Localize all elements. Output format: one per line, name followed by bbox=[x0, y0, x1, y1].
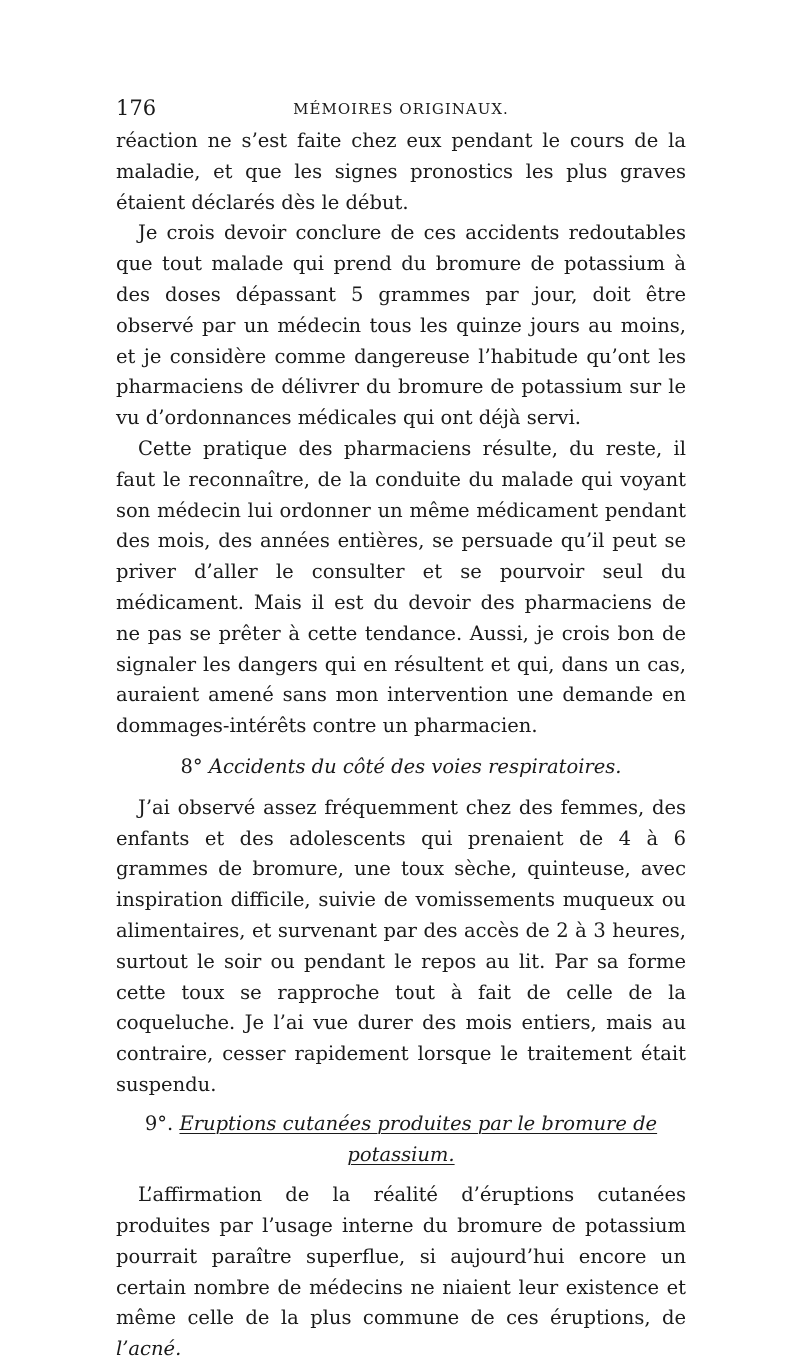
section-9-number: 9°. bbox=[144, 1111, 174, 1135]
section-9-paragraph bbox=[116, 1180, 686, 1365]
paragraph-continuation: réaction ne s’est faite chez eux pendant le cours de la maladie, et que les signes pronostics les plus graves étaient déclarés dès le début. bbox=[116, 129, 686, 214]
section-8-paragraph: J’ai observé assez fréquemment chez des femmes, des enfants et des adolescents qui prenaient de 4 à 6 grammes de bromure, une toux sèche, quinteuse, avec inspiration difficile, suivie de vomissements muqueux ou alimentaires, et survenant par des accès de 2 à 3 heures, surtout le soir ou pendant le repos au lit. Par sa forme cette toux se rapproche tout à fait de celle de la coqueluche. Je l’ai vue durer des mois entiers, mais au contraire, cesser rapidement lorsque le traitement était suspendu. bbox=[116, 795, 686, 1096]
book-page bbox=[116, 96, 686, 1365]
section-8-number: 8° bbox=[180, 754, 203, 778]
page-number: 176 bbox=[116, 96, 157, 120]
section-9-heading bbox=[116, 1109, 686, 1171]
section-8-heading bbox=[116, 752, 686, 783]
section-8-title: Accidents du côté des voies respiratoires. bbox=[208, 754, 622, 778]
paragraph-conclusion: Je crois devoir conclure de ces accidents redoutables que tout malade qui prend du bromure de potassium à des doses dépassant 5 grammes par jour, doit être observé par un médecin tous les quinze jours au moins, et je considère comme dangereuse l’habitude qu’ont les pharmaciens de délivrer du bromure de potassium sur le vu d’ordonnances médicales qui ont déjà servi. bbox=[116, 221, 686, 430]
paragraph-pharmacists: Cette pratique des pharmaciens résulte, du reste, il faut le reconnaître, de la conduite du malade qui voyant son médecin lui ordonner un même médicament pendant des mois, des années entières, se persuade qu’il peut se priver d’aller le consulter et se pourvoir seul du médicament. Mais il est du devoir des pharmaciens de ne pas se prêter à cette tendance. Aussi, je crois bon de signaler les dangers qui en résultent et qui, dans un cas, auraient amené sans mon intervention une demande en dommages-intérêts contre un pharmacien. bbox=[116, 436, 686, 738]
section-9-title: Eruptions cutanées produites par le bromure de potassium. bbox=[179, 1111, 658, 1166]
running-title: MÉMOIRES ORIGINAUX. bbox=[293, 100, 509, 118]
page-header bbox=[116, 96, 686, 126]
section-9-italic-term: l’acné. bbox=[116, 1337, 182, 1361]
section-9-text: L’affirmation de la réalité d’éruptions cutanées produites par l’usage interne du bromure de potassium pourrait paraître superflue, si aujourd’hui encore un certain nombre de médecins ne niaient leur existence et même celle de la plus commune de ces éruptions, de bbox=[116, 1183, 686, 1330]
